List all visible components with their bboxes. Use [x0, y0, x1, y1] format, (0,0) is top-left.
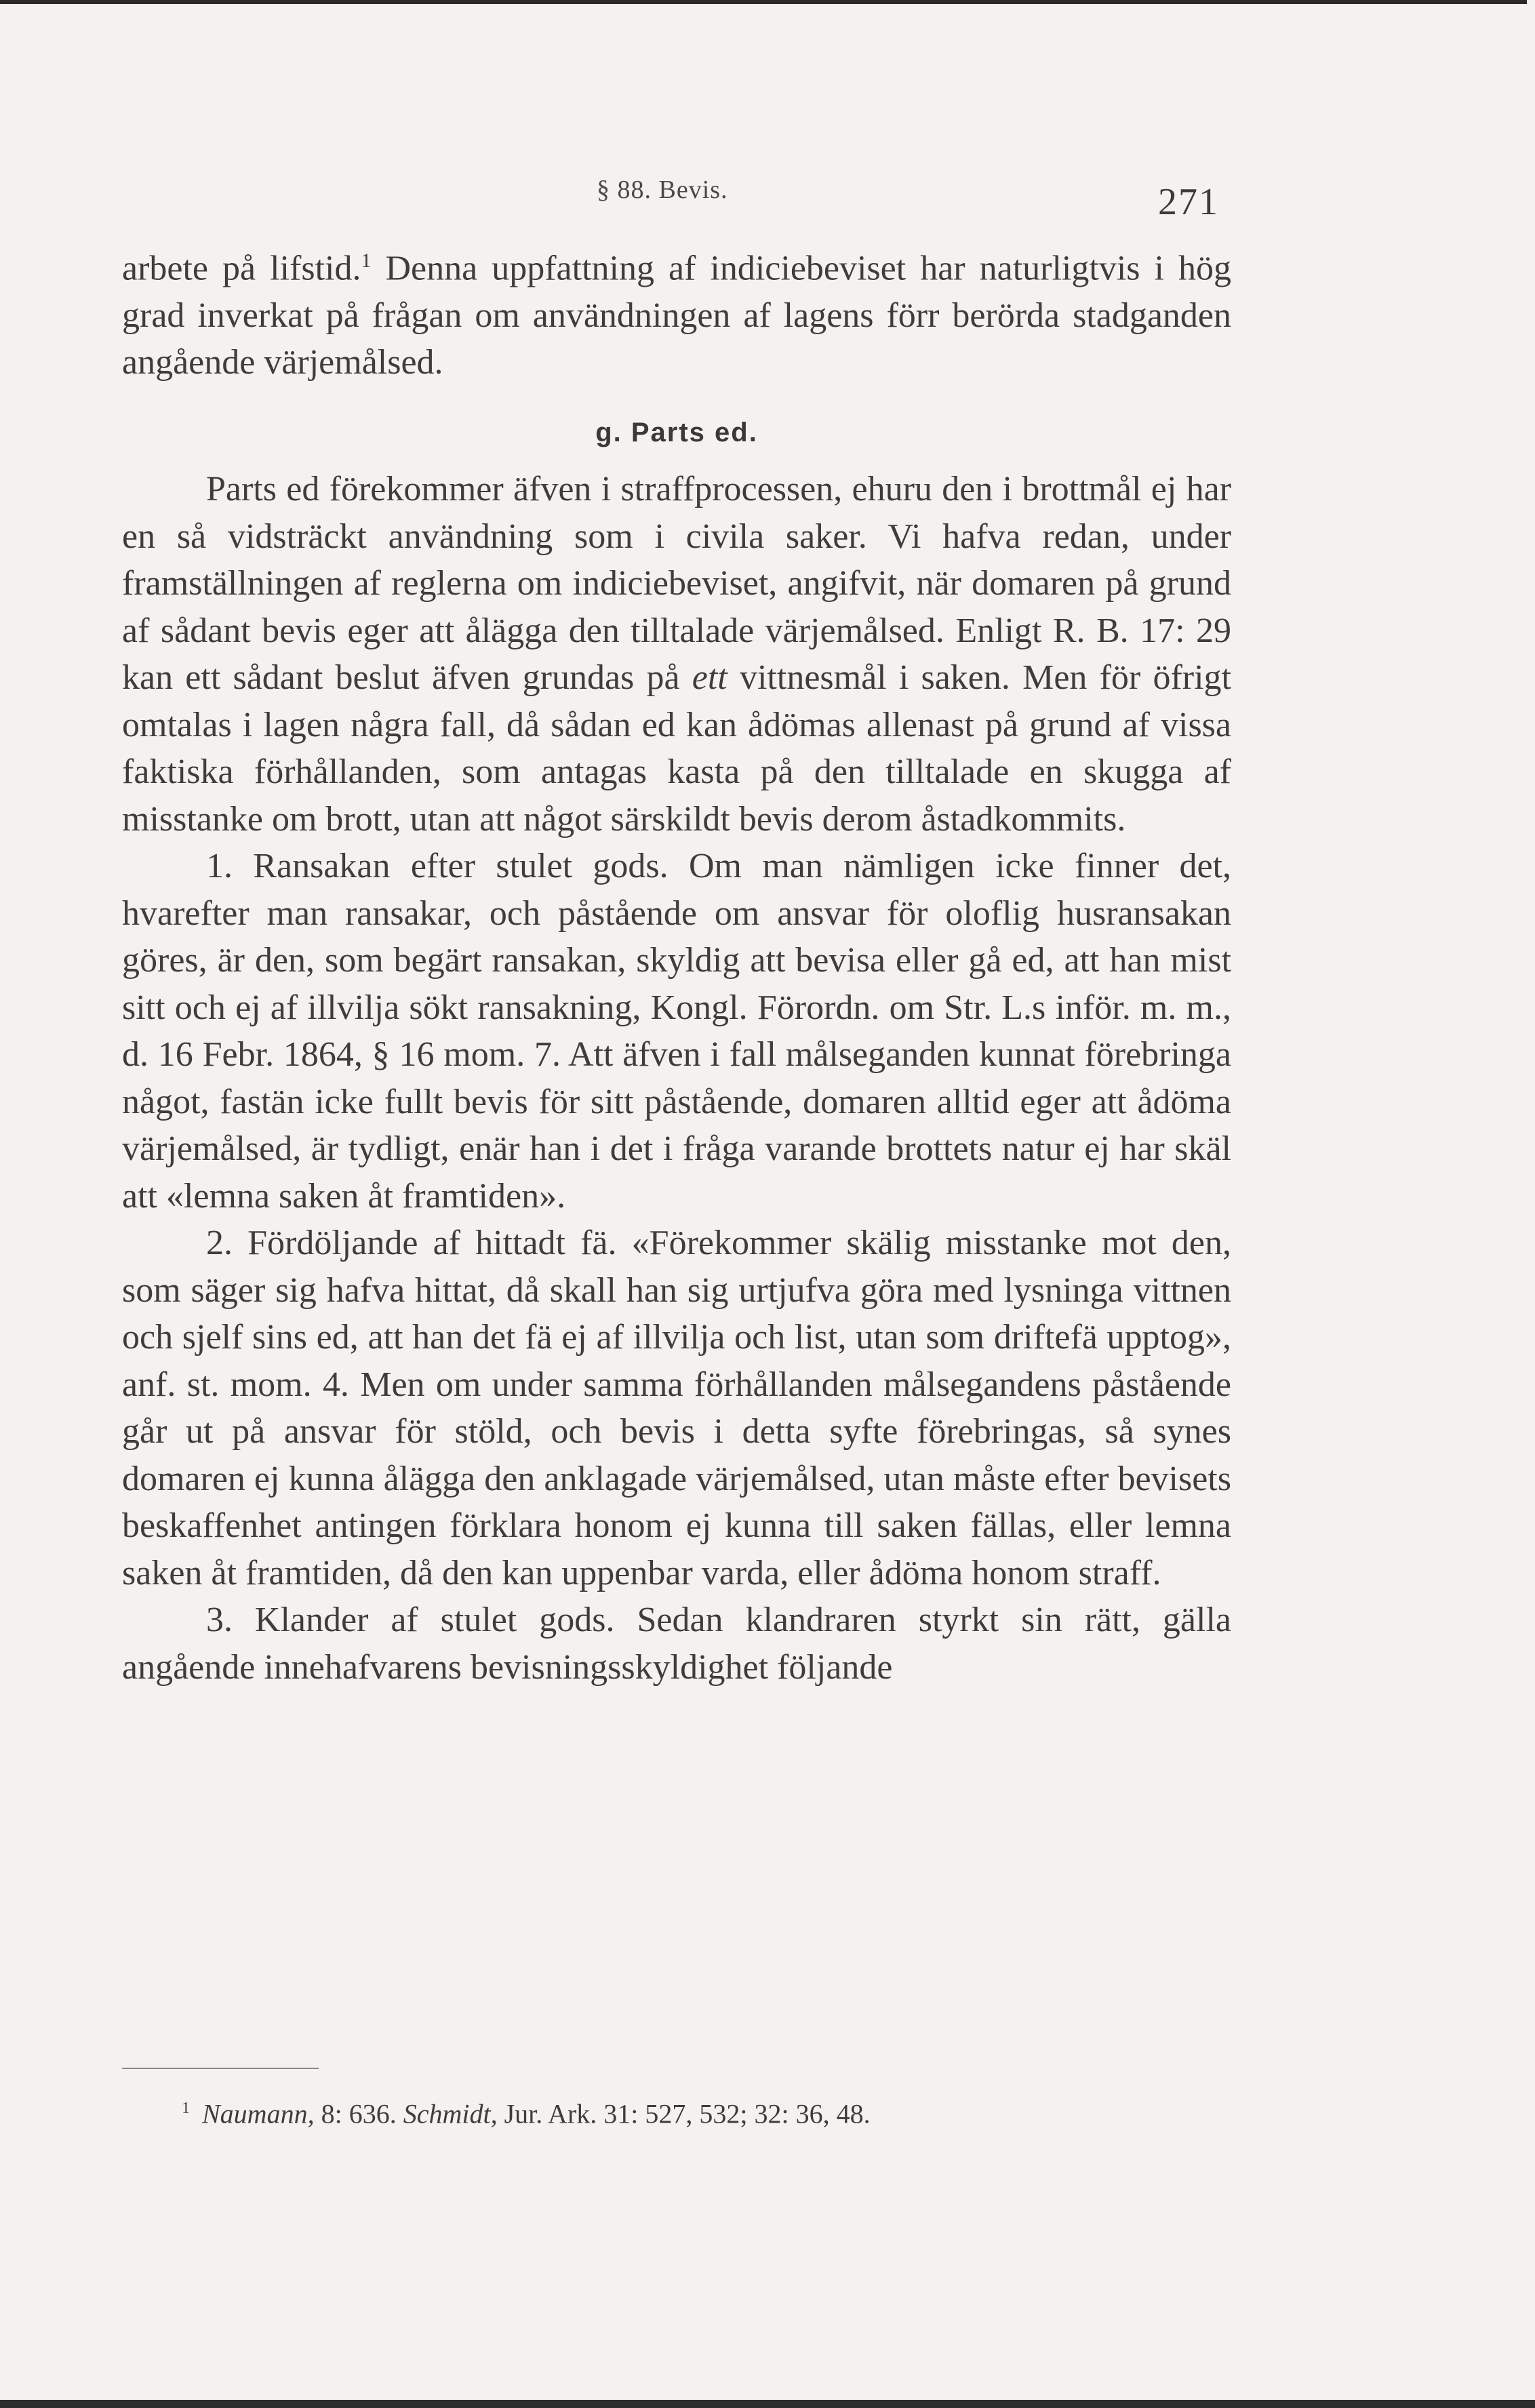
paragraph-2 [122, 466, 1231, 843]
paragraph-3: 1. Ransakan efter stulet gods. Om man nämligen icke finner det, hvarefter man ransakar, och påstående om ansvar för oloflig husransakan göres, är den, som begärt ransakan, skyldig att bevisa eller gå ed, att han mist sitt och ej af illvilja sökt ransakning, Kongl. Förordn. om Str. L.s inför. m. m., d. 16 Febr. 1864, § 16 mom. 7. Att äfven i fall målseganden kunnat förebringa något, fastän icke fullt bevis för sitt påstående, domaren alltid eger att ådöma värjemålsed, är tydligt, enär han i det i fråga varande brottets natur ej har skäl att «lemna saken åt framtiden». [122, 847, 1231, 1216]
footnote [182, 2088, 1239, 2134]
page-number: 271 [1158, 181, 1219, 223]
footnote-ref-1: 8: 636. [314, 2098, 403, 2129]
running-head: § 88. Bevis. [597, 176, 728, 204]
footnote-author-2: Schmidt, [403, 2098, 498, 2129]
page-header [0, 168, 1535, 229]
scan-bottom-edge [0, 2400, 1535, 2408]
p2-italic-word: ett [692, 658, 727, 698]
paragraph-5: 3. Klander af stulet gods. Sedan klandraren styrkt sin rätt, gälla angående innehafvarens bevisningsskyldighet följande [122, 1601, 1231, 1687]
p1-text-end: Denna uppfattning af indiciebeviset har naturligtvis i hög grad inverkat på frågan om användningen af lagens förr berörda stadganden angående värjemålsed. [122, 249, 1231, 382]
footnote-mark: 1 [182, 2100, 190, 2117]
body-text [122, 237, 1231, 1691]
p1-text-start: arbete på lifstid. [122, 249, 361, 288]
footnote-reference: 1 [361, 249, 372, 272]
paragraph-4: 2. Fördöljande af hittadt fä. «Förekommer skälig misstanke mot den, som säger sig hafva hittat, då skall han sig urtjufva göra med lysninga vittnen och sjelf sins ed, att han det fä ej af illvilja och list, utan som driftefä upptog», anf. st. mom. 4. Men om under samma förhållanden målsegandens påstående går ut på ansvar för stöld, och bevis i detta syfte förebringas, så synes domaren ej kunna ålägga den anklagade värjemålsed, utan måste efter bevisets beskaffenhet antingen förklara honom ej kunna till saken fällas, eller lemna saken åt framtiden, då den kan uppenbar varda, eller ådöma honom straff. [122, 1224, 1231, 1592]
paragraph-1 [122, 237, 1231, 386]
section-heading: g. Parts ed. [595, 417, 758, 447]
footnote-author-1: Naumann, [202, 2098, 315, 2129]
footnote-ref-2: Jur. Ark. 31: 527, 532; 32: 36, 48. [497, 2098, 871, 2129]
footnote-divider [122, 2068, 319, 2069]
p2-text-start: Parts ed förekommer äfven i straffprocessen, ehuru den i brottmål ej har en så vidsträckt användning som i civila saker. Vi hafva redan, under framställningen af reglerna om indiciebeviset, angifvit, när domaren på grund af sådant bevis eger att ålägga den tilltalade värjemålsed. Enligt R. B. 17: 29 kan ett sådant beslut äfven grundas på [122, 470, 1231, 698]
p2-text-end: vittnesmål i saken. Men för öfrigt omtalas i lagen några fall, då sådan ed kan ådömas allenast på grund af vissa faktiska förhållanden, som antagas kasta på den tilltalade en skugga af misstanke om brott, utan att något särskildt bevis derom åstadkommits. [122, 658, 1231, 839]
